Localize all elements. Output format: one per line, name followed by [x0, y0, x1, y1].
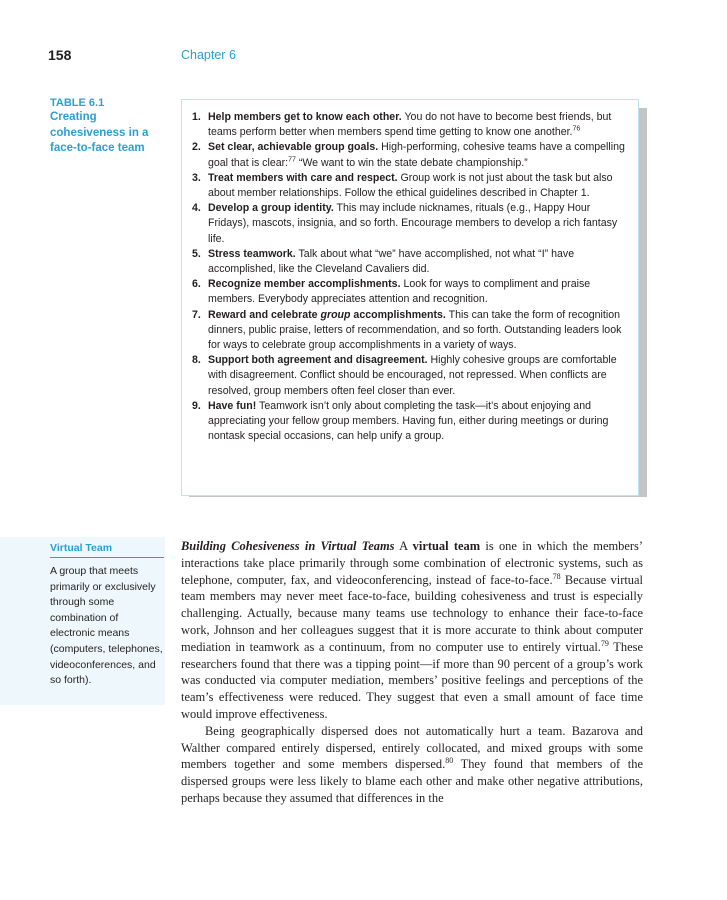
glossary-term: Virtual Team	[50, 542, 164, 558]
text-run: These researchers found that there was a tipping point—if more than 90 percent of a group’s work was conducted via computer mediation, members’ positive feelings and perceptions of the team’s effectiveness were reduced. They suggest that even a small amount of face time would improve effectiveness.	[181, 639, 643, 721]
item-lead-part: Reward and celebrate	[208, 308, 321, 321]
item-lead: Help members get to know each other.	[208, 111, 402, 123]
item-body: High-performing, cohesive teams have a compelling goal that is clear:	[208, 141, 625, 169]
item-number: 2.	[192, 141, 201, 154]
item-body-continued: “We want to win the state debate championship.”	[295, 156, 528, 169]
list-item	[192, 308, 626, 354]
footnote-ref: 80	[445, 756, 454, 766]
table-box	[181, 99, 639, 496]
item-text	[208, 171, 626, 201]
item-text	[208, 201, 626, 247]
list-item	[192, 247, 626, 277]
page-number: 158	[48, 47, 72, 63]
item-lead: Recognize member accomplishments.	[208, 278, 401, 291]
glossary-sidebar	[50, 542, 164, 689]
item-lead: Treat members with care and respect.	[208, 171, 398, 184]
list-item	[192, 171, 626, 201]
table-title: Creating cohesiveness in a face-to-face team	[50, 111, 149, 154]
item-lead-part: accomplishments.	[350, 308, 446, 321]
table-label: TABLE 6.1	[50, 97, 105, 109]
item-lead	[208, 309, 446, 321]
item-body: Teamwork isn’t only about completing the task—it’s about enjoying and appreciating your fellow group members. Having fun, either during meetings or during nontask special occasions, can help unify a group.	[208, 399, 609, 443]
item-number: 8.	[192, 354, 201, 367]
item-lead: Stress teamwork.	[208, 247, 296, 260]
item-text	[208, 353, 626, 399]
item-body: Talk about what “we” have accomplished, not what “I” have accomplished, like the Cleveland Cavaliers did.	[208, 247, 575, 276]
list-item	[192, 140, 626, 170]
item-lead-emphasis: group	[320, 308, 351, 321]
item-text	[208, 140, 626, 170]
item-body: You do not have to become best friends, but teams perform better when members spend time getting to know one another.	[208, 111, 612, 139]
item-body: This may include nicknames, rituals (e.g., Happy Hour Fridays), mascots, insignia, and so forth. Encourage members to develop a rich fantasy life.	[208, 202, 618, 245]
item-number: 5.	[192, 247, 201, 260]
item-body: Highly cohesive groups are comfortable with disagreement. Conflict should be encouraged, not repressed. When conflicts are resolved, group members often feel closer than ever.	[208, 354, 617, 397]
item-number: 3.	[192, 171, 201, 184]
item-text	[208, 308, 626, 354]
section-run-in-head: Building Cohesiveness in Virtual Teams	[181, 539, 395, 553]
text-run: They found that members of the dispersed groups were less likely to blame each other and make other negative attributions, perhaps because they assumed that differences in the	[181, 757, 643, 805]
text-run: A	[399, 539, 413, 553]
item-lead: Have fun!	[208, 399, 257, 412]
list-item	[192, 353, 626, 399]
item-body: Look for ways to compliment and praise members. Everybody appreciates attention and recognition.	[208, 278, 591, 306]
item-number: 4.	[192, 202, 201, 215]
chapter-label: Chapter 6	[181, 48, 236, 62]
item-lead: Set clear, achievable group goals.	[208, 141, 379, 154]
list-item	[192, 201, 626, 247]
key-term: virtual team	[412, 539, 481, 553]
item-number: 9.	[192, 399, 201, 412]
item-number: 1.	[192, 111, 201, 123]
list-item	[192, 277, 626, 307]
item-number: 6.	[192, 278, 201, 291]
item-text	[208, 399, 626, 445]
footnote-ref: 76	[572, 125, 581, 133]
item-lead: Develop a group identity.	[208, 202, 334, 215]
text-run: Because virtual team members may never meet face-to-face, building cohesiveness and trust is especially challenging. Actually, because many teams use technology to enhance their face-to-face work, Johnson and her colleagues suggest that it is more accurate to think about computer mediation in teamwork as a continuum, from no computer use to entirely virtual.	[181, 572, 643, 654]
item-lead: Support both agreement and disagreement.	[208, 354, 428, 367]
item-body: This can take the form of recognition dinners, public praise, letters of recommendation, and so forth. Outstanding leaders look for ways to celebrate group accomplishments in a variety of ways.	[208, 308, 622, 352]
table-list	[192, 110, 626, 444]
footnote-ref: 77	[288, 156, 296, 164]
item-text	[208, 110, 626, 140]
glossary-definition: A group that meets primarily or exclusively through some combination of electronic means (computers, telephones, videoconferences, and so forth).	[50, 565, 163, 687]
paragraph	[181, 538, 643, 723]
footnote-ref: 79	[600, 638, 609, 648]
item-body: Group work is not just about the task but also about member relationships. Follow the ethical guidelines described in Chapter 1.	[208, 171, 613, 200]
paragraph	[181, 723, 643, 807]
text-run: Being geographically dispersed does not automatically hurt a team. Bazarova and Walther compared entirely dispersed, entirely collocated, and mixed groups with some members together and some members dispersed.	[181, 723, 643, 772]
footnote-ref: 78	[552, 571, 561, 581]
item-number: 7.	[192, 308, 201, 321]
text-run: is one in which the members’ interactions take place primarily through some combination of electronic systems, such as telephone, computer, fax, and videoconferencing, instead of face-to-face.	[181, 539, 644, 587]
table-caption	[50, 96, 175, 157]
list-item	[192, 399, 626, 445]
item-text	[208, 277, 626, 307]
item-text	[208, 247, 626, 277]
body-text	[181, 538, 643, 807]
list-item	[192, 110, 626, 140]
